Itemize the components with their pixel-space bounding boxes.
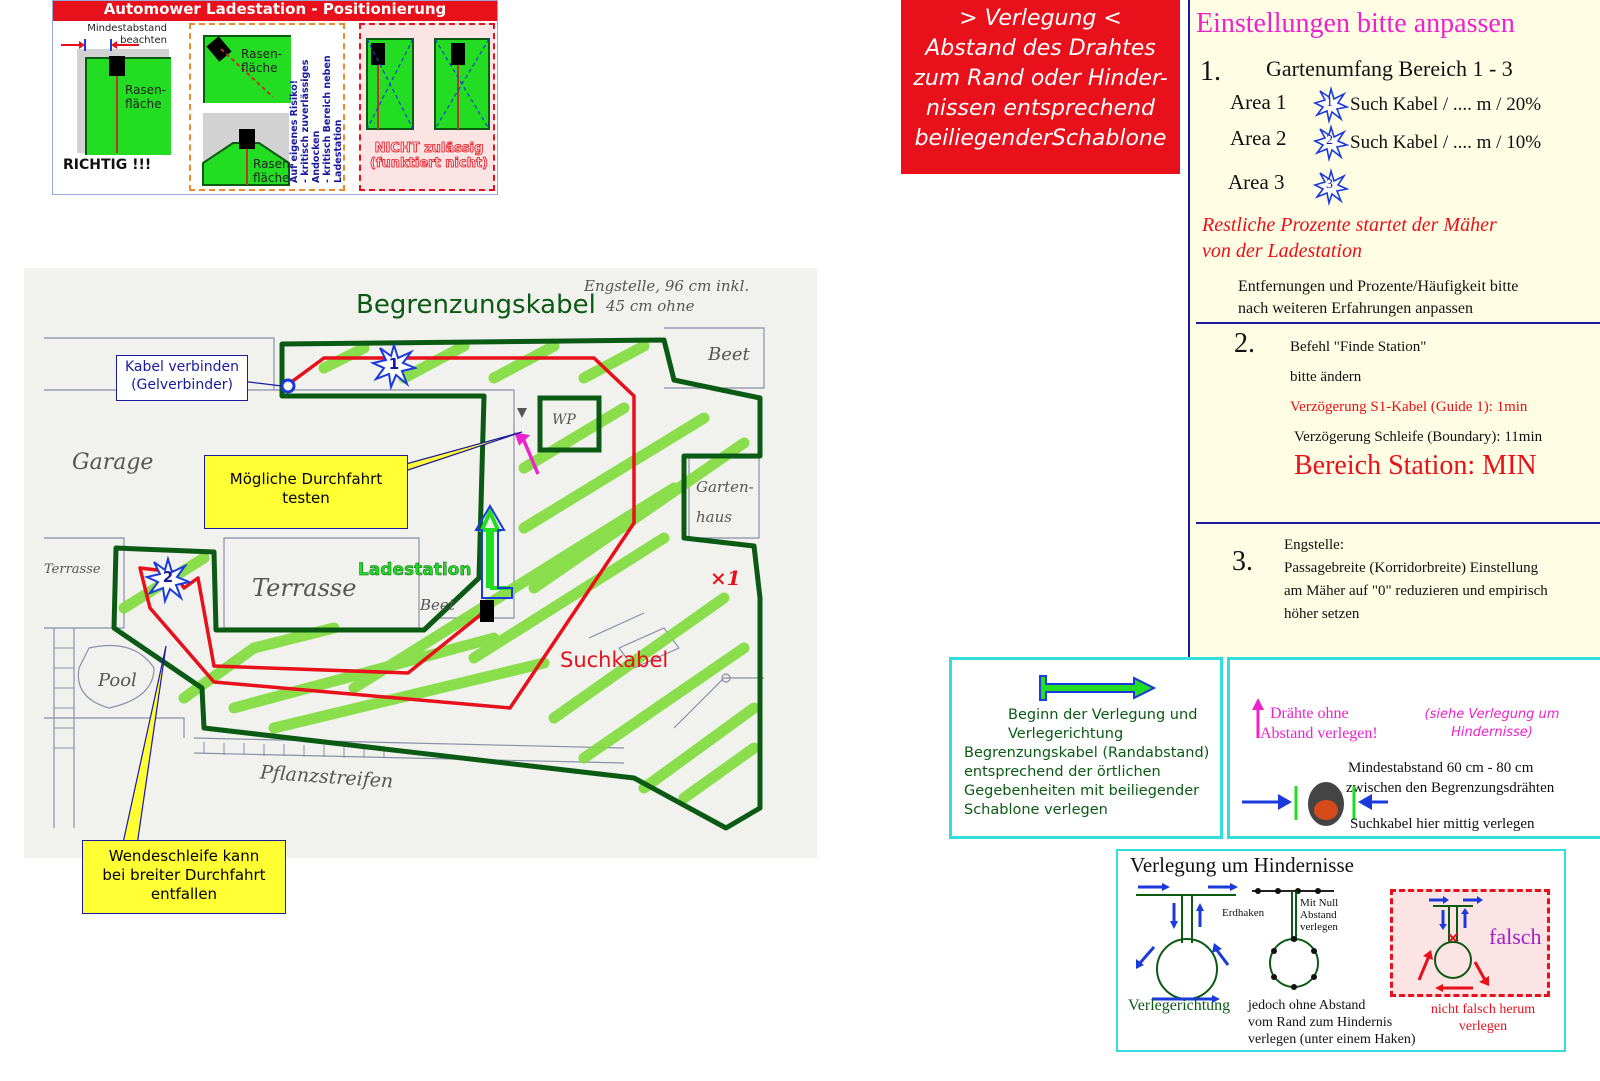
- wende-line-1: Wendeschleife kann: [108, 847, 260, 865]
- risk-rasen-1: Rasen-: [241, 47, 282, 61]
- hand-garage: Garage: [72, 450, 154, 475]
- rest-line-2: von der Ladestation: [1202, 240, 1362, 262]
- entf-line-1: Entfernungen und Prozente/Häufigkeit bitte: [1238, 278, 1519, 295]
- flaeche-label: fläche: [125, 97, 162, 111]
- callout-wendeschleife: [82, 840, 286, 914]
- area-2-star-label: 2: [1326, 133, 1333, 148]
- wende-line-2: bei breiter Durchfahrt: [102, 865, 266, 884]
- divider-1: [1196, 322, 1600, 324]
- risk-rasen-2: Rasen-: [253, 157, 294, 171]
- engstelle-line-2: 45 cm ohne: [606, 297, 695, 315]
- start-arrow-icon: [1036, 672, 1160, 706]
- label-suchkabel: Suchkabel: [560, 648, 669, 672]
- s3-line-2: Passagebreite (Korridorbreite) Einstellung: [1284, 560, 1539, 576]
- divider-2: [1196, 522, 1600, 524]
- s2-line-4: Verzögerung Schleife (Boundary): 11min: [1294, 429, 1543, 445]
- mindest-label-1: Mindestabstand: [87, 23, 167, 34]
- kabel-line-1: Kabel verbinden: [124, 359, 240, 375]
- legend-start-line-6: Schablone verlegen: [964, 802, 1108, 818]
- wende-line-3: entfallen: [150, 884, 218, 903]
- verlegung-line-3: zum Rand oder Hinder-: [913, 66, 1168, 91]
- durchfahrt-line-1: Mögliche Durchfahrt: [229, 470, 383, 488]
- s2-line-2: bitte ändern: [1290, 369, 1362, 385]
- legend-start-line-2: Verlegerichtung: [1008, 726, 1124, 742]
- durchfahrt-line-2: testen: [282, 488, 330, 507]
- nicht-falsch-line-1: nicht falsch herum: [1430, 1002, 1536, 1017]
- s3-text: [1284, 534, 1548, 626]
- mindest-text-line-1: Mindestabstand 60 cm - 80 cm: [1348, 760, 1534, 776]
- hindernisse-title: Verlegung um Hindernisse: [1130, 853, 1354, 877]
- jedoch-line-3: verlegen (unter einem Haken): [1248, 1032, 1416, 1047]
- s2-line-5: Bereich Station: MIN: [1294, 450, 1537, 481]
- entf-text: [1238, 276, 1518, 320]
- gartenhaus-line-2: haus: [696, 508, 732, 526]
- area-3-star-label: 3: [1326, 177, 1333, 192]
- legend-start-line-3: Begrenzungskabel (Randabstand): [964, 745, 1210, 761]
- s3-line-3: am Mäher auf "0" reduzieren und empirisch: [1284, 583, 1548, 599]
- draehte-text: [1260, 704, 1378, 744]
- rest-text: [1202, 212, 1497, 264]
- falsch-label: falsch: [1489, 924, 1542, 949]
- hand-x1: ×1: [710, 566, 741, 590]
- legend-start-line-1: Beginn der Verlegung und: [1008, 707, 1198, 723]
- hand-beet-1: Beet: [708, 344, 750, 365]
- engstelle-line-1: Engstelle, 96 cm inkl.: [584, 277, 750, 295]
- mit-null-line-3: verlegen: [1300, 921, 1338, 933]
- such-text: Suchkabel hier mittig verlegen: [1350, 816, 1535, 832]
- star-1-label: 1: [388, 355, 400, 373]
- risk-flaeche-1: fläche: [241, 61, 278, 75]
- verlegung-box: [901, 0, 1180, 174]
- s2-line-3: Verzögerung S1-Kabel (Guide 1): 1min: [1290, 399, 1528, 415]
- legend-start-text: [964, 706, 1220, 820]
- risk-line-3: - kritisch Bereich neben Ladestation: [322, 55, 344, 183]
- falsch-panel: [1390, 889, 1550, 997]
- jedoch-line-2: vom Rand zum Hindernis: [1248, 1015, 1393, 1030]
- rest-line-1: Restliche Prozente startet der Mäher: [1202, 214, 1497, 236]
- s1-number: 1.: [1200, 56, 1221, 87]
- settings-panel: [1188, 0, 1600, 658]
- s2-line-1: Befehl "Finde Station": [1290, 339, 1427, 355]
- area-2-label: Area 2: [1230, 126, 1287, 150]
- callout-durchfahrt: [204, 455, 408, 529]
- positioning-title: Automower Ladestation - Positionierung: [53, 1, 497, 21]
- legend-wires-box: [1227, 657, 1600, 839]
- legend-start-line-5: Gegebenheiten mit beiliegender: [964, 783, 1200, 799]
- hindernis-correct-icon: [1132, 883, 1242, 1003]
- mit-null-line-1: Mit Null: [1300, 897, 1339, 909]
- hindernisse-box: [1116, 849, 1566, 1052]
- siehe-text: [1402, 706, 1582, 742]
- area-2-text: Such Kabel / .... m / 10%: [1350, 132, 1542, 153]
- jedoch-line-1: jedoch ohne Abstand: [1248, 998, 1366, 1013]
- gartenhaus-line-1: Garten-: [696, 478, 754, 496]
- draehte-line-1: Drähte ohne: [1270, 705, 1349, 722]
- verlegung-line-4: nissen entsprechend: [925, 96, 1156, 121]
- mit-null-text: [1300, 897, 1338, 933]
- s1-title: Gartenumfang Bereich 1 - 3: [1266, 56, 1513, 81]
- nicht-falsch-text: [1418, 1001, 1548, 1035]
- label-begrenzungskabel: Begrenzungskabel: [356, 290, 596, 320]
- label-ladestation: Ladestation: [358, 560, 472, 580]
- nicht-line-2: (funktiert nicht): [369, 156, 489, 171]
- erdhaken-label: Erdhaken: [1222, 907, 1265, 919]
- settings-title: Einstellungen bitte anpassen: [1196, 8, 1515, 39]
- s2-number: 2.: [1234, 328, 1255, 359]
- verlegung-line-2: Abstand des Drahtes: [925, 36, 1156, 61]
- legend-start-box: [949, 657, 1223, 839]
- s3-number: 3.: [1232, 546, 1253, 577]
- siehe-line-1: (siehe Verlegung um: [1424, 707, 1560, 722]
- area-3-label: Area 3: [1228, 170, 1285, 194]
- siehe-line-2: Hindernisse): [1451, 725, 1533, 740]
- hand-pflanzstreifen: Pflanzstreifen: [259, 761, 394, 793]
- nicht-falsch-line-2: verlegen: [1458, 1019, 1508, 1034]
- mindest-label-2: beachten: [120, 35, 167, 46]
- s3-line-4: höher setzen: [1284, 606, 1360, 622]
- hand-terrasse-small: Terrasse: [44, 562, 101, 577]
- mit-null-line-2: Abstand: [1300, 909, 1337, 921]
- hand-pool: Pool: [98, 670, 137, 691]
- entf-line-2: nach weiteren Erfahrungen anpassen: [1238, 300, 1473, 317]
- area-1-star-label: 1: [1326, 95, 1333, 110]
- nicht-line-1: NICHT zulässig: [374, 141, 484, 156]
- rasen-label: Rasen-: [125, 83, 166, 97]
- verlegung-line-1: > Verlegung <: [959, 6, 1122, 31]
- jedoch-text: [1248, 997, 1416, 1048]
- hindernis-wrong-icon: [1403, 896, 1493, 992]
- risk-flaeche-2: fläche: [253, 171, 290, 185]
- legend-start-line-4: entsprechend der örtlichen: [964, 764, 1161, 780]
- verlegung-line-5: beiliegenderSchablone: [914, 126, 1167, 151]
- mindest-text-line-2: zwischen den Begrenzungsdrähten: [1346, 780, 1555, 796]
- area-1-text: Such Kabel / .... m / 20%: [1350, 94, 1542, 115]
- hand-beet-2: Beet: [420, 596, 455, 614]
- s3-line-1: Engstelle:: [1284, 537, 1344, 553]
- callout-kabel-verbinden: [116, 355, 248, 401]
- hand-wp: WP: [552, 412, 576, 428]
- s2-text: [1290, 332, 1542, 452]
- richtig-label: RICHTIG !!!: [63, 157, 152, 173]
- risk-line-2: - kritisch zuverlässiges Andocken: [300, 59, 322, 183]
- risk-line-1: Auf eigenes Risiko!: [289, 79, 300, 183]
- area-1-label: Area 1: [1230, 90, 1287, 114]
- kabel-line-2: (Gelverbinder): [131, 376, 233, 393]
- draehte-line-2: Abstand verlegen!: [1260, 725, 1378, 742]
- star-2-label: 2: [162, 568, 174, 586]
- verlegerichtung-label: Verlegerichtung: [1128, 997, 1231, 1014]
- hand-terrasse: Terrasse: [252, 574, 357, 602]
